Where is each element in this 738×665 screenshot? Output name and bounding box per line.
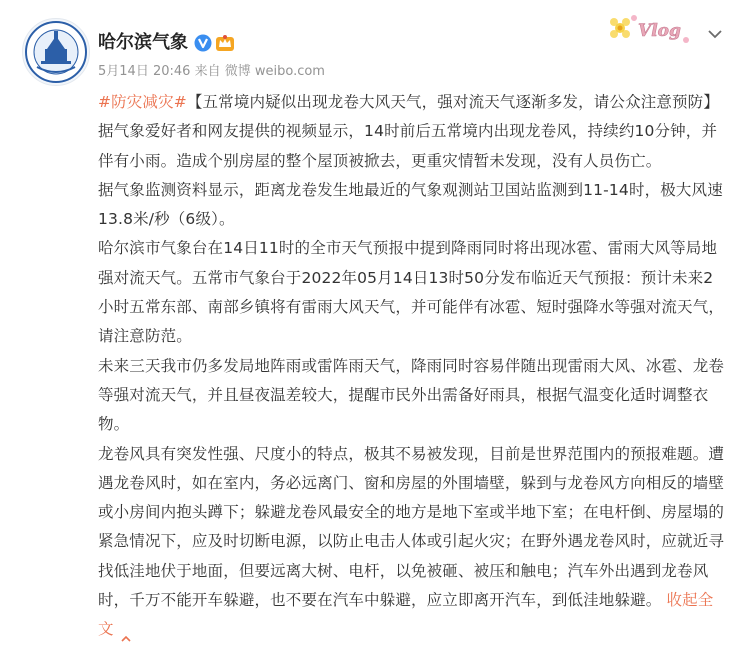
collapse-full-text-link[interactable]: 收起全文 (98, 591, 714, 639)
post-paragraph-2: 据气象监测资料显示，距离龙卷发生地最近的气象观测站卫国站监测到11-14时，极大风速13.8米/秒（6级）。 (98, 180, 723, 229)
vlog-badge (606, 8, 694, 48)
post-paragraph-5 (98, 440, 728, 645)
account-name[interactable]: 哈尔滨气象 (98, 32, 188, 53)
topic-tag[interactable]: #防灾减灾# (98, 93, 187, 111)
post-paragraph-3: 哈尔滨市气象台在14日11时的全市天气预报中提到降雨同时将出现冰雹、雷雨大风等局地强对流天气。五常市气象台于2022年05月14日13时50分发布临近天气预报：预计未来2小时五常东部、南部乡镇将有雷雨大风天气，并可能伴有冰雹、短时强降水等强对流天气，请注意防范。 (98, 239, 725, 346)
chevron-down-icon[interactable] (706, 26, 724, 40)
caret-up-icon[interactable] (120, 625, 132, 635)
vlog-text: Vlog (638, 21, 681, 41)
vip-crown-icon[interactable] (215, 34, 235, 52)
post-body (98, 88, 728, 645)
post-source: 微博 weibo.com (224, 64, 325, 79)
avatar[interactable] (22, 18, 90, 86)
post-time[interactable]: 5月14日 20:46 (98, 64, 191, 79)
paragraph-5-text: 龙卷风具有突发性强、尺度小的特点，极其不易被发现，目前是世界范围内的预报难题。遭遇龙卷风时，如在室内，务必远离门、窗和房屋的外围墙壁，躲到与龙卷风方向相反的墙壁或小房间内抱头蹲下；躲避龙卷风最安全的地方是地下室或半地下室；在电杆倒、房屋塌的紧急情况下，应及时切断电源，以防止电击人体或引起火灾；在野外遇龙卷风时，应就近寻找低洼地伏于地面，但要远离大树、电杆，以免被砸、被压和触电；汽车外出遇到龙卷风时，千万不能开车躲避，也不要在汽车中躲避，应立即离开汽车，到低洼地躲避。 (98, 444, 725, 610)
paragraph-1-text: 【五常境内疑似出现龙卷大风天气，强对流天气逐渐多发，请公众注意预防】据气象爱好者和网友提供的视频显示，14时前后五常境内出现龙卷风，持续约10分钟，并伴有小雨。造成个别房屋的整个屋顶被掀去，更重灾情暂未发现，没有人员伤亡。 (98, 93, 719, 170)
post-meta (98, 63, 325, 81)
post-paragraph-1 (98, 88, 728, 176)
flower-icon (610, 18, 630, 38)
post-source-prefix: 来自 (194, 64, 221, 79)
account-name-row (98, 31, 235, 55)
verified-badge-icon[interactable] (194, 34, 212, 52)
harbin-meteorology-logo-icon (23, 19, 89, 85)
post-paragraph-4: 未来三天我市仍多发局地阵雨或雷阵雨天气，降雨同时容易伴随出现雷雨大风、冰雹、龙卷等强对流天气，并且昼夜温差较大，提醒市民外出需备好雨具，根据气温变化适时调整衣物。 (98, 356, 725, 434)
